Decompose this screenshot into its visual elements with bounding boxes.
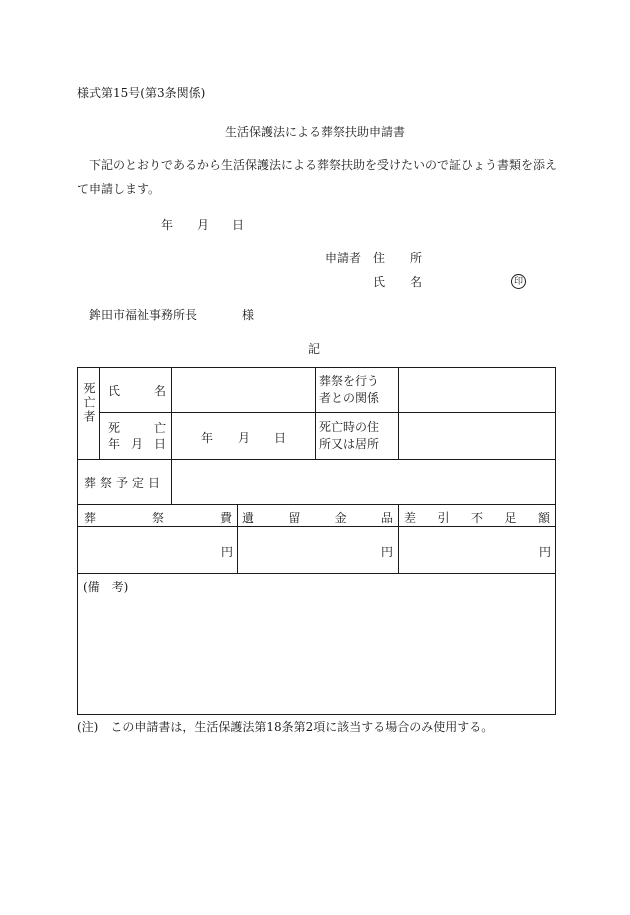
date-day-label: 日 — [232, 218, 245, 232]
seal-mark: 印 — [511, 274, 526, 289]
address-label-line: 所又は居所 — [319, 437, 380, 451]
applicant-address-label-1: 住 — [373, 251, 386, 265]
estate-items-header — [242, 509, 393, 526]
applicant-address-label-2: 所 — [410, 251, 423, 265]
application-table — [77, 367, 556, 715]
deceased-name-label — [108, 382, 166, 399]
relation-label-line — [319, 373, 395, 390]
row-divider — [78, 526, 555, 527]
funeral-date-label: 葬祭予定日 — [84, 476, 165, 490]
shortfall-header — [404, 509, 550, 526]
death-date-label-char: 年 — [108, 437, 121, 451]
header-char: 引 — [437, 511, 450, 525]
relation-label-text: 者との関係 — [319, 391, 380, 405]
estate-items-yen: 円 — [381, 545, 394, 559]
death-date-label-char: 月 — [130, 437, 143, 451]
date-year-label: 年 — [161, 218, 174, 232]
col-divider — [315, 368, 316, 459]
col-divider — [237, 504, 238, 573]
row-divider — [78, 459, 555, 460]
address-label — [319, 419, 395, 453]
header-char: 額 — [537, 511, 550, 525]
col-divider — [171, 368, 172, 504]
col-divider — [398, 368, 399, 459]
funeral-cost-yen: 円 — [221, 545, 234, 559]
footnote: (注) この申請書は，生活保護法第18条第2項に該当する場合のみ使用する。 — [77, 720, 494, 734]
addressee-honorific: 様 — [242, 308, 255, 322]
header-char: 足 — [504, 511, 517, 525]
header-char: 金 — [334, 511, 347, 525]
name-label-char: 氏 — [108, 384, 121, 398]
row-divider — [78, 573, 555, 574]
intro-line-1: 下記のとおりであるから生活保護法による葬祭扶助を受けたいので証ひょう書類を添え — [89, 158, 558, 172]
death-date-label-char: 亡 — [153, 421, 166, 435]
name-label-char: 名 — [153, 384, 166, 398]
death-date-label-line — [108, 420, 166, 436]
form-number: 様式第15号(第3条関係) — [77, 86, 206, 100]
header-char: 差 — [404, 511, 417, 525]
death-date-month: 月 — [238, 431, 251, 445]
row-divider — [99, 412, 555, 413]
date-month-label: 月 — [197, 218, 210, 232]
death-date-year: 年 — [201, 431, 214, 445]
header-char: 不 — [470, 511, 483, 525]
header-char: 葬 — [84, 511, 97, 525]
applicant-label: 申請者 — [325, 251, 362, 265]
applicant-name-label-2: 名 — [410, 275, 423, 289]
death-date-label — [108, 420, 166, 452]
col-divider — [99, 368, 100, 459]
relation-label — [319, 373, 395, 407]
address-label-line: 死亡時の住 — [319, 420, 380, 434]
death-date-label-char: 死 — [108, 421, 121, 435]
header-char: 留 — [288, 511, 301, 525]
row-divider — [78, 504, 555, 505]
intro-line-2: て申請します。 — [77, 182, 161, 196]
applicant-name-label-1: 氏 — [373, 275, 386, 289]
header-char: 遺 — [242, 511, 255, 525]
header-char: 費 — [219, 511, 232, 525]
ki-heading: 記 — [308, 342, 321, 356]
remarks-label: (備 考) — [83, 580, 129, 594]
relation-label-line — [319, 390, 395, 407]
funeral-cost-header — [84, 509, 232, 526]
death-date-label-char: 日 — [153, 437, 166, 451]
death-date-label-line — [108, 436, 166, 452]
header-char: 祭 — [151, 511, 164, 525]
deceased-label: 死亡者 — [82, 382, 96, 424]
relation-label-text: 葬祭を行う — [319, 374, 380, 388]
col-divider — [398, 504, 399, 573]
death-date-day: 日 — [274, 431, 287, 445]
addressee-office: 鉾田市福祉事務所長 — [89, 308, 198, 322]
document-title: 生活保護法による葬祭扶助申請書 — [224, 125, 405, 139]
shortfall-yen: 円 — [539, 545, 552, 559]
header-char: 品 — [380, 511, 393, 525]
